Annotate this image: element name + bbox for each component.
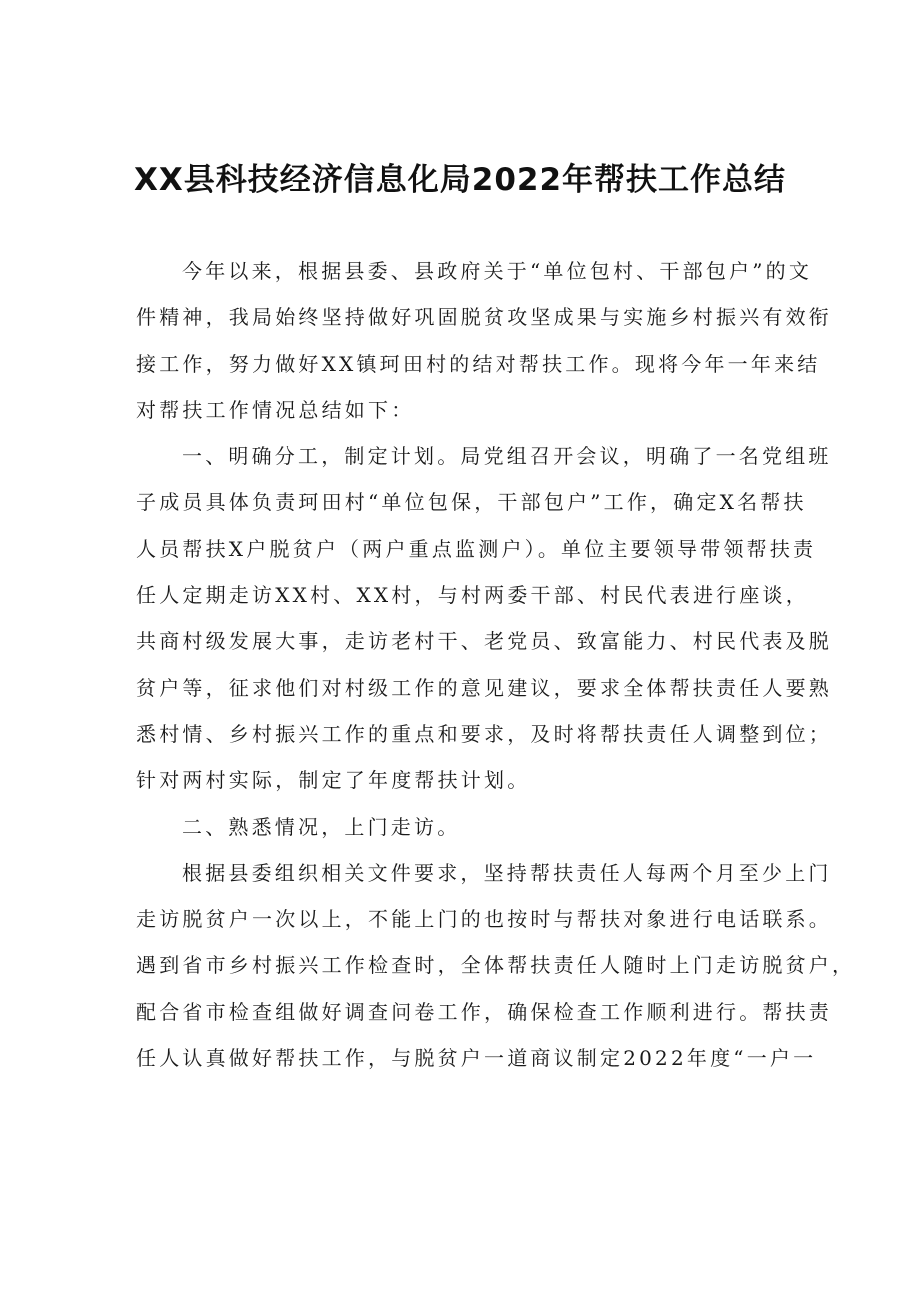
paragraph-2-line-7: 悉村情、乡村振兴工作的重点和要求，及时将帮扶责任人调整到位； <box>136 721 832 746</box>
paragraph-2-line-3: 人员帮扶X户脱贫户（两户重点监测户）。单位主要领导带领帮扶责 <box>136 536 817 561</box>
section-heading-2: 二、熟悉情况，上门走访。 <box>182 814 461 839</box>
paragraph-2-line-2: 子成员具体负责珂田村“单位包保，干部包户”工作，确定X名帮扶 <box>136 490 807 515</box>
paragraph-2-line-1: 一、明确分工，制定计划。局党组召开会议，明确了一名党组班 <box>182 444 832 469</box>
paragraph-4-line-3: 遇到省市乡村振兴工作检查时，全体帮扶责任人随时上门走访脱贫户， <box>136 953 856 978</box>
paragraph-1-line-1: 今年以来，根据县委、县政府关于“单位包村、干部包户”的文 <box>182 259 813 283</box>
paragraph-1-line-4: 对帮扶工作情况总结如下： <box>136 397 415 422</box>
paragraph-4-line-5: 任人认真做好帮扶工作，与脱贫户一道商议制定2022年度“一户一 <box>136 1046 817 1071</box>
paragraph-2-line-5: 共商村级发展大事，走访老村干、老党员、致富能力、村民代表及脱 <box>136 629 832 654</box>
paragraph-2-line-6: 贫户等，征求他们对村级工作的意见建议，要求全体帮扶责任人要熟 <box>136 675 832 700</box>
paragraph-1-line-3: 接工作，努力做好XX镇珂田村的结对帮扶工作。现将今年一年来结 <box>136 351 821 376</box>
paragraph-4-line-1: 根据县委组织相关文件要求，坚持帮扶责任人每两个月至少上门 <box>182 860 832 885</box>
paragraph-2-line-4: 任人定期走访XX村、XX村，与村两委干部、村民代表进行座谈， <box>136 583 809 608</box>
paragraph-1-line-2: 件精神，我局始终坚持做好巩固脱贫攻坚成果与实施乡村振兴有效衔 <box>136 305 832 330</box>
paragraph-4-line-2: 走访脱贫户一次以上，不能上门的也按时与帮扶对象进行电话联系。 <box>136 907 832 932</box>
paragraph-4-line-4: 配合省市检查组做好调查问卷工作，确保检查工作顺利进行。帮扶责 <box>136 999 832 1024</box>
document-body <box>136 248 856 1081</box>
paragraph-2-line-8: 针对两村实际，制定了年度帮扶计划。 <box>136 768 531 793</box>
document-title: XX县科技经济信息化局2022年帮扶工作总结 <box>133 162 787 198</box>
